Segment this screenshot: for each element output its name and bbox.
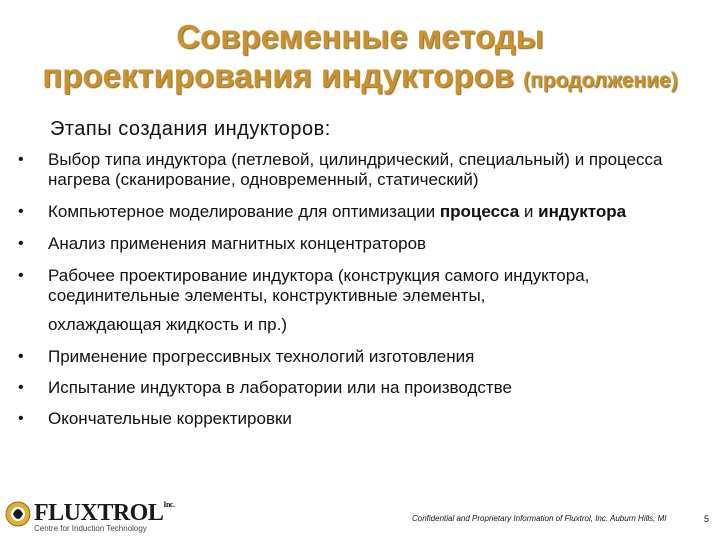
logo-tm: Inc. xyxy=(163,500,175,509)
list-item-text: Окончательные корректировки xyxy=(48,409,292,428)
list-item-text: Испытание индуктора в лаборатории или на производстве xyxy=(48,378,512,397)
list-item-bold-text: индуктора xyxy=(538,202,627,221)
slide-title xyxy=(0,18,720,101)
bullet-icon: • xyxy=(18,410,24,427)
title-line-2 xyxy=(0,56,720,101)
list-item-bold-text: процесса xyxy=(439,202,520,221)
logo-name: FLUXTROL xyxy=(34,500,164,526)
bullet-icon: • xyxy=(18,203,24,220)
page-number: 5 xyxy=(704,514,710,524)
bullet-icon: • xyxy=(18,267,24,284)
list-item-text: Компьютерное моделирование для оптимизации xyxy=(48,202,440,221)
bullet-list xyxy=(18,150,708,429)
bullet-icon: • xyxy=(18,151,24,168)
list-item-text: Применение прогрессивных технологий изготовления xyxy=(48,347,475,366)
list-item xyxy=(18,409,708,429)
logo-tagline: Centre for Induction Technology xyxy=(34,524,147,533)
list-item-text: Анализ применения магнитных концентраторов xyxy=(48,234,427,253)
title-line-2-main: проектирования индукторов xyxy=(42,57,514,94)
logo-wordmark xyxy=(34,500,174,527)
bullet-icon: • xyxy=(18,235,24,252)
confidential-note: Confidential and Proprietary Information of Fluxtrol, Inc. Auburn Hills, MI xyxy=(412,514,667,523)
fluxtrol-logo xyxy=(4,498,175,534)
bullet-icon: • xyxy=(18,348,24,365)
title-continuation: (продолжение) xyxy=(523,69,678,92)
subtitle: Этапы создания индукторов: xyxy=(50,118,331,140)
list-item xyxy=(18,378,708,398)
list-item-text: Выбор типа индуктора (петлевой, цилиндрический, специальный) и процесса нагрева (сканирование, одновременный, статический) xyxy=(48,150,663,189)
list-item xyxy=(18,347,708,367)
list-item xyxy=(18,234,708,254)
bullet-icon: • xyxy=(18,379,24,396)
list-item-text: Рабочее проектирование индуктора (конструкция самого индуктора, соединительные элементы, конструктивные элементы, xyxy=(48,266,590,305)
list-item xyxy=(18,266,708,335)
list-item xyxy=(18,202,708,222)
list-item-text: и xyxy=(519,202,539,221)
title-line-1: Современные методы xyxy=(176,18,544,55)
list-item-continuation: охлаждающая жидкость и пр.) xyxy=(48,315,288,334)
fluxtrol-emblem-icon xyxy=(4,498,32,532)
list-item xyxy=(18,150,708,190)
